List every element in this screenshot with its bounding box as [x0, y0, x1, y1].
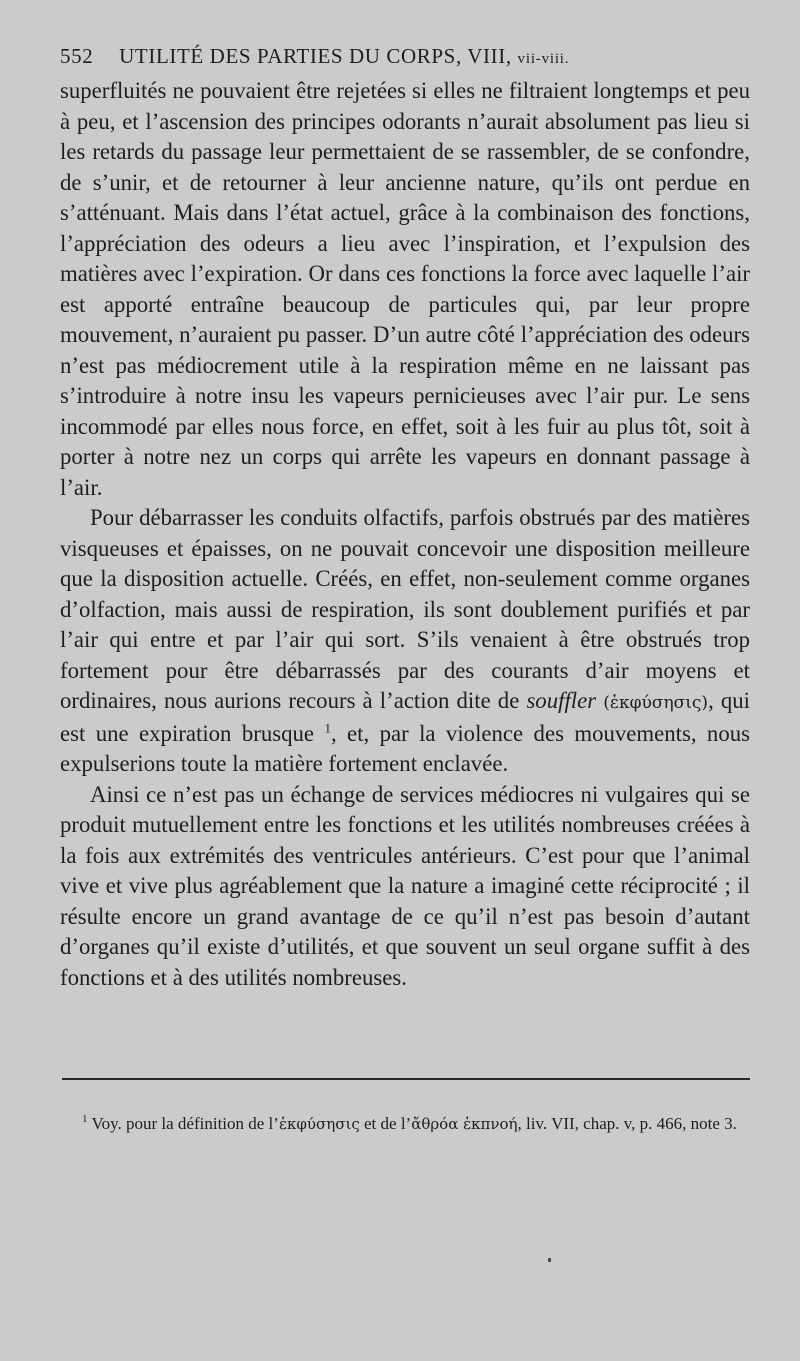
footnote-text-c: , liv. VII, chap. v, p. 466, note 3.: [517, 1114, 737, 1133]
footnote-text-b: et de l’: [359, 1114, 412, 1133]
paragraph-1: superfluités ne pouvaient être rejetées si elles ne filtraient longtemps et peu à peu, et l’ascension des principes odorants n’aurait absolument pas lieu si les retards du passage leur permettaient de se rassembler, de se confondre, de s’unir, et de retourner à leur ancienne nature, qu’ils ont perdue en s’atténuant. Mais dans l’état actuel, grâce à la combinaison des fonctions, l’appréciation des odeurs a lieu avec l’inspiration, et l’expulsion des matières avec l’expiration. Or dans ces fonctions la force avec laquelle l’air est apporté entraîne beaucoup de particules qui, par leur propre mouvement, n’auraient pu passer. D’un autre côté l’appréciation des odeurs n’est pas médiocrement utile à la respiration même en ne laissant pas s’introduire à notre insu les vapeurs pernicieuses avec l’air pur. Le sens incommodé par elles nous force, en effet, soit à les fuir au plus tôt, soit à porter à notre nez un corps qui arrête les vapeurs en donnant passage à l’air.: [60, 78, 750, 500]
footnote-text-a: Voy. pour la définition de l’: [91, 1114, 279, 1133]
greek-term: (ἐκφύσησις): [603, 693, 709, 713]
paragraph-2-text-a: Pour débarrasser les conduits olfactifs, parfois obstrués par des matières visqueuses et épaisses, on ne pouvait concevoir une disposition meilleure que la disposition actuelle. Créés, en effet, non-seulement comme organes d’olfaction, mais aussi de respiration, ils sont doublement purifiés et par l’air qui entre et par l’air qui sort. S’ils venaient à être obstrués trop fortement pour être débarrassés par des courants d’air moyens et ordinaires, nous aurions recours à l’action dite de: [60, 505, 750, 713]
main-text: [60, 76, 750, 993]
footnote-mark: 1: [82, 1113, 88, 1126]
paragraph-2-text-b: , qui est une expiration brusque: [60, 688, 750, 746]
paragraph-2: [60, 503, 750, 780]
running-header: [60, 44, 700, 69]
footnote-greek-a: ἐκφύσησις: [278, 1115, 360, 1133]
running-title: UTILITÉ DES PARTIES DU CORPS, VIII,: [119, 44, 512, 68]
paragraph-3: Ainsi ce n’est pas un échange de services médiocres ni vulgaires qui se produit mutuellement entre les fonctions et les utilités nombreuses créées à la fois aux extrémités des ventricules antérieurs. C’est pour que l’animal vive et vive plus agréablement que la nature a imaginé cette réciprocité ; il résulte encore un grand avantage de ce qu’il n’est pas besoin d’autant d’organes qu’il existe d’utilités, et que souvent un seul organe suffit à des fonctions et à des utilités nombreuses.: [60, 781, 750, 990]
chapter-range: vii-viii.: [517, 51, 570, 67]
ink-speck: [548, 1258, 551, 1262]
footnote-greek-b: ἄθρόα ἐκπνοή: [411, 1115, 518, 1133]
paragraph-2-text-c: , et, par la violence des mouvements, nous expulserions toute la matière fortement enclavée.: [60, 720, 750, 776]
footnote-reference[interactable]: 1: [324, 719, 331, 735]
footnote-separator: [62, 1078, 750, 1080]
page-number: 552: [60, 44, 94, 68]
italic-term: souffler: [526, 688, 597, 713]
footnote: [60, 1110, 750, 1138]
